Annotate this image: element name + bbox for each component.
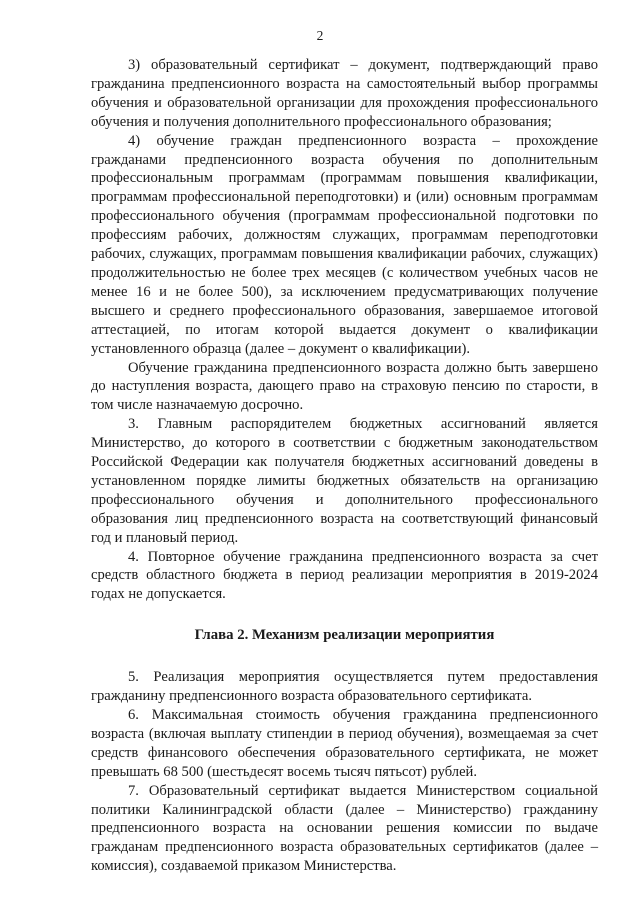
paragraph-completion-requirement: Обучение гражданина предпенсионного возраста должно быть завершено до наступления возраста, дающего право на страховую пенсию по старости, в том числе назначаемую досрочно. [91, 359, 598, 414]
paragraph-clause-6: 6. Максимальная стоимость обучения гражданина предпенсионного возраста (включая выплату стипендии в период обучения), возмещаемая за счет средств финансового обеспечения образовательного сертификата, не может превышать 68 500 (шестьдесят восемь тысяч пятьсот) рублей. [91, 707, 598, 780]
chapter-heading: Глава 2. Механизм реализации мероприятия [194, 627, 495, 644]
paragraph-clause-4: 4. Повторное обучение гражданина предпенсионного возраста за счет средств областного бюджета в период реализации мероприятия в 2019-2024 годах не допускается. [91, 548, 598, 603]
paragraph-item-4-definition: 4) обучение граждан предпенсионного возраста – прохождение гражданами предпенсионного возраста обучения по дополнительным профессиональным программам (программам повышения квалификации, программам профессиональной переподготовки) и (или) основным программам профессионального обучения (программам профессиональной подготовки по профессиям рабочих, должностям служащих, программам переподготовки рабочих, служащих, программам повышения квалификации рабочих, служащих) продолжительностью не более трех месяцев (с количеством учебных часов не менее 16 и не более 500), за исключением предусматривающих получение высшего и среднего профессионального образования, завершаемое итоговой аттестацией, по итогам которой выдается документ о квалификации установленного образца (далее – документ о квалификации). [91, 132, 598, 357]
paragraph-clause-7: 7. Образовательный сертификат выдается Министерством социальной политики Калининградской области (далее – Министерство) гражданину предпенсионного возраста на основании решения комиссии по выдаче гражданам предпенсионного возраста образовательных сертификатов (далее – комиссия), создаваемой приказом Министерства. [91, 782, 598, 875]
paragraph-clause-3: 3. Главным распорядителем бюджетных ассигнований является Министерство, до которого в соответствии с бюджетным законодательством Российской Федерации как получателя бюджетных ассигнований доведены в установленном порядке лимиты бюджетных обязательств на организацию профессионального обучения и дополнительного профессионального образования лиц предпенсионного возраста на соответствующий финансовый год и плановый период. [91, 416, 598, 546]
document-body [91, 56, 598, 876]
paragraph-clause-5: 5. Реализация мероприятия осуществляется путем предоставления гражданину предпенсионного возраста образовательного сертификата. [91, 669, 598, 705]
paragraph-item-3-definition: 3) образовательный сертификат – документ, подтверждающий право гражданина предпенсионного возраста на самостоятельный выбор программы обучения и образовательной организации для прохождения профессионального обучения и получения дополнительного профессионального образования; [91, 57, 598, 130]
page-number: 2 [316, 28, 324, 43]
